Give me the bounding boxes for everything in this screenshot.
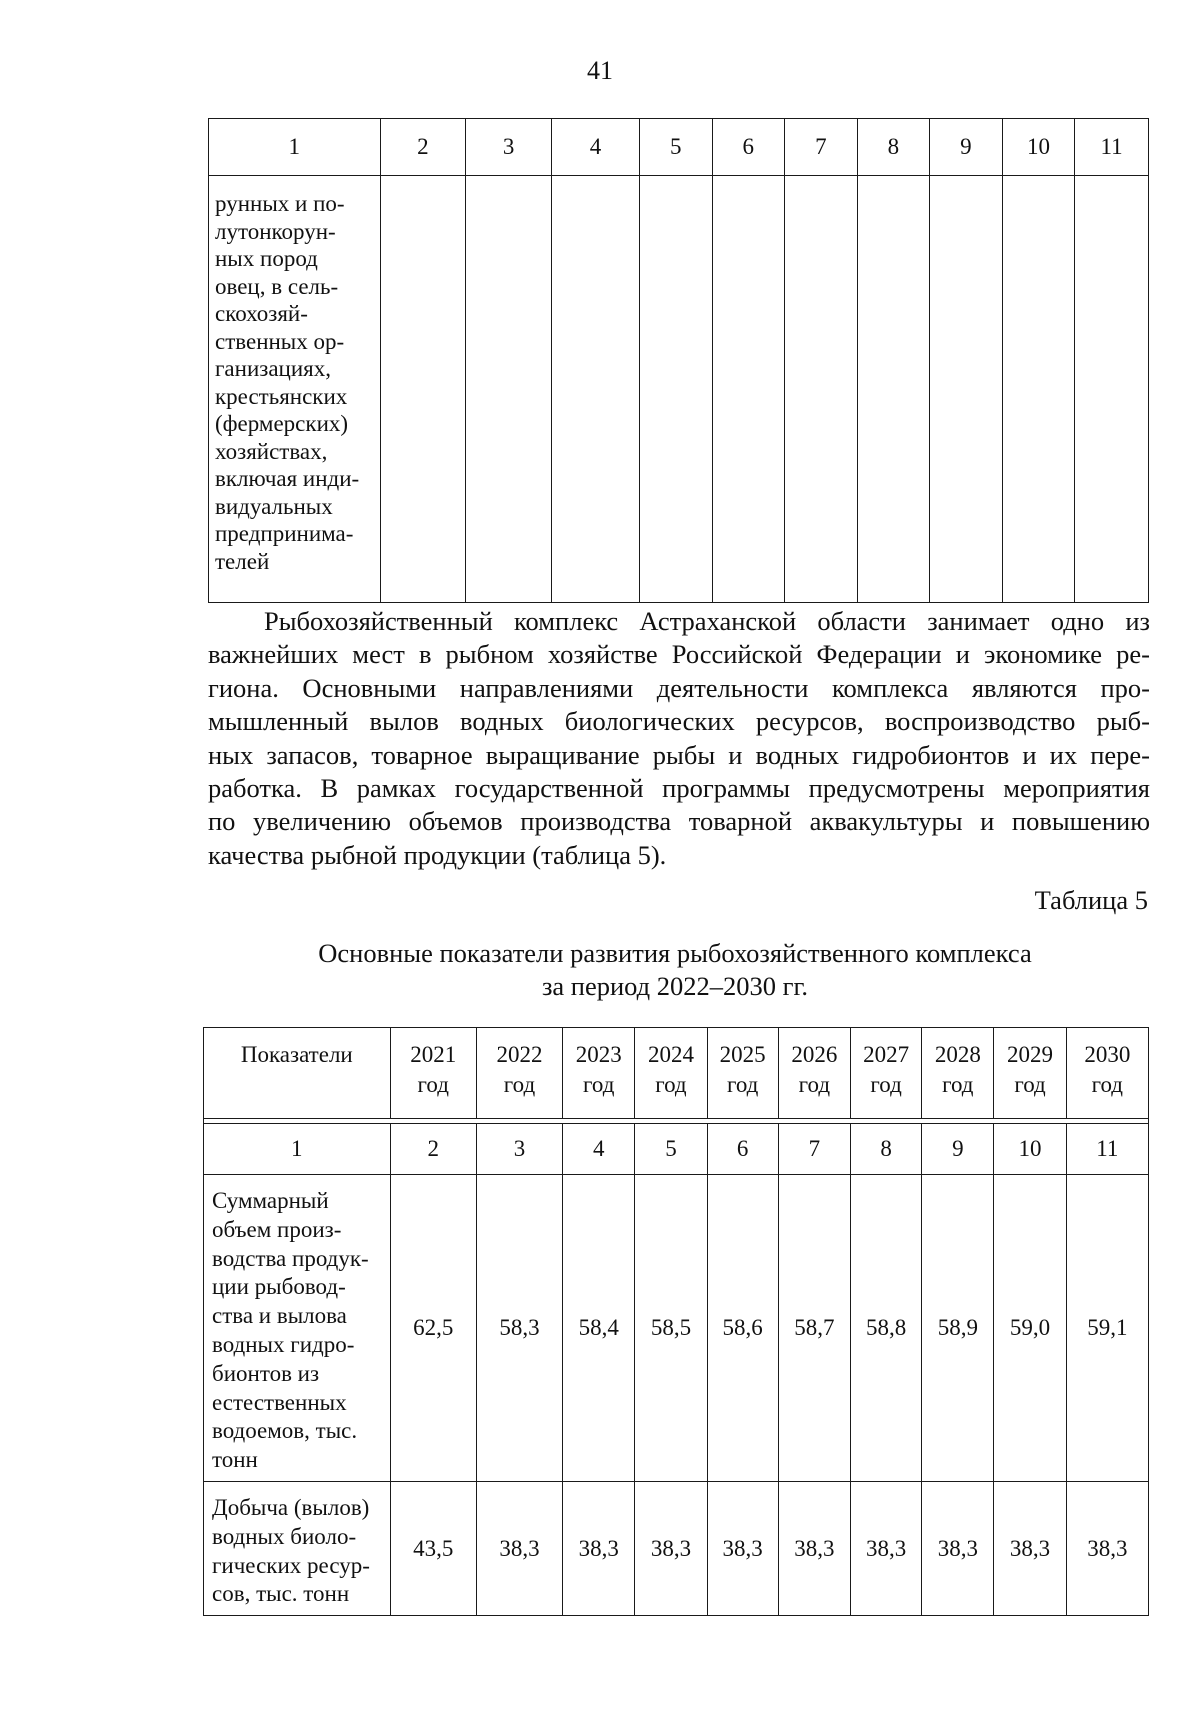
column-number: 8 (850, 1124, 921, 1175)
description-line: включая инди- (215, 466, 360, 491)
column-number: 3 (476, 1124, 562, 1175)
indicator-line: ства и вылова (212, 1303, 347, 1329)
description-line: видуальных (215, 493, 333, 519)
indicator-line: гических ресур- (212, 1552, 370, 1578)
value-cell: 43,5 (390, 1481, 476, 1615)
year-unit: год (655, 1072, 687, 1097)
page-number: 41 (587, 56, 613, 85)
paragraph-line: мышленный вылов водных биологических ресурсов, воспроизводство рыб- (208, 706, 1150, 737)
table-title-line: Основные показатели развития рыбохозяйственного комплекса (318, 938, 1032, 968)
column-number: 8 (857, 119, 930, 176)
column-number: 11 (1066, 1124, 1148, 1175)
value-cell: 59,0 (994, 1175, 1066, 1482)
header-year (707, 1028, 778, 1119)
year: 2026 (791, 1042, 838, 1067)
value-cell: 38,3 (563, 1481, 635, 1615)
row-description (209, 176, 381, 603)
year: 2025 (719, 1042, 766, 1067)
body-paragraph (208, 605, 1150, 872)
empty-cell (785, 176, 858, 603)
paragraph-line: работка. В рамках государственной программы предусмотрены мероприятия (208, 773, 1150, 804)
header-indicators: Показатели (204, 1028, 391, 1119)
table-row (204, 1481, 1149, 1615)
value-cell: 38,3 (707, 1481, 778, 1615)
description-line: хозяйствах, (215, 438, 328, 464)
empty-cell (930, 176, 1003, 603)
indicator-line: тонн (212, 1447, 258, 1473)
year: 2029 (1007, 1042, 1054, 1067)
year-unit: год (1014, 1072, 1046, 1097)
description-line: рунных и по- (215, 191, 345, 216)
continuation-table (208, 118, 1149, 603)
column-number: 3 (466, 119, 552, 176)
table-label: Таблица 5 (1034, 885, 1148, 915)
value-cell: 58,3 (476, 1175, 562, 1482)
indicator-line: водоемов, тыс. (212, 1418, 358, 1444)
paragraph-line: гиона. Основными направлениями деятельности комплекса являются про- (208, 672, 1150, 703)
value-cell: 38,3 (778, 1481, 850, 1615)
value-cell: 58,7 (778, 1175, 850, 1482)
value-cell: 58,8 (850, 1175, 921, 1482)
column-number: 6 (712, 119, 785, 176)
table-row (209, 176, 1149, 603)
indicator-line: Суммарный (212, 1188, 329, 1213)
value-cell: 58,4 (563, 1175, 635, 1482)
year-unit: год (798, 1072, 831, 1097)
empty-cell (639, 176, 712, 603)
column-number: 10 (1002, 119, 1075, 176)
column-number: 10 (994, 1124, 1066, 1175)
description-line: лутонкорун- (215, 218, 336, 244)
column-number: 9 (930, 119, 1003, 176)
description-line: ственных ор- (215, 328, 345, 354)
year: 2030 (1084, 1042, 1131, 1067)
header-row (204, 1028, 1149, 1119)
empty-cell (712, 176, 785, 603)
header-year (563, 1028, 635, 1119)
empty-cell (380, 176, 466, 603)
value-cell: 38,3 (850, 1481, 921, 1615)
paragraph-line: Рыбохозяйственный комплекс Астраханской области занимает одно из (264, 606, 1150, 636)
year: 2023 (575, 1042, 622, 1067)
value-cell: 58,5 (635, 1175, 707, 1482)
column-number: 7 (778, 1124, 850, 1175)
value-cell: 58,9 (922, 1175, 994, 1482)
year-unit: год (1091, 1072, 1124, 1097)
description-line: (фермерских) (215, 411, 349, 436)
indicator-cell (204, 1175, 391, 1482)
column-number: 9 (922, 1124, 994, 1175)
year-unit: год (870, 1072, 902, 1097)
column-number-row (204, 1124, 1149, 1175)
empty-cell (552, 176, 640, 603)
description-line: скохозяй- (215, 301, 308, 326)
empty-cell (1075, 176, 1149, 603)
indicator-line: сов, тыс. тонн (212, 1581, 350, 1607)
indicator-line: водства продук- (212, 1245, 369, 1271)
column-number: 4 (563, 1124, 635, 1175)
value-cell: 38,3 (1066, 1481, 1148, 1615)
header-year (994, 1028, 1066, 1119)
value-cell: 59,1 (1066, 1175, 1148, 1482)
column-number: 2 (380, 119, 466, 176)
value-cell: 38,3 (635, 1481, 707, 1615)
indicator-cell (204, 1481, 391, 1615)
description-line: предпринима- (215, 521, 354, 546)
paragraph-line: по увеличению объемов производства товарной аквакультуры и повышению (208, 806, 1150, 837)
column-number: 1 (209, 119, 381, 176)
column-number: 4 (552, 119, 640, 176)
column-number: 6 (707, 1124, 778, 1175)
empty-cell (1002, 176, 1075, 603)
column-number: 5 (639, 119, 712, 176)
paragraph-line: качества рыбной продукции (таблица 5). (208, 839, 667, 870)
paragraph-line: важнейших мест в рыбном хозяйстве Российской Федерации и экономике ре- (208, 639, 1150, 670)
description-line: телей (215, 548, 270, 574)
header-year (850, 1028, 921, 1119)
year: 2028 (934, 1042, 981, 1067)
table-title-line: за период 2022–2030 гг. (541, 971, 809, 1001)
empty-cell (857, 176, 930, 603)
description-line: крестьянских (215, 383, 348, 409)
indicator-line: Добыча (вылов) (212, 1494, 370, 1520)
column-number: 2 (390, 1124, 476, 1175)
header-year (635, 1028, 707, 1119)
year-unit: год (942, 1072, 974, 1097)
year: 2022 (496, 1042, 543, 1067)
header-year (778, 1028, 850, 1119)
description-line: ганизациях, (215, 356, 331, 381)
year-unit: год (726, 1072, 759, 1097)
indicator-line: бионтов из (212, 1360, 320, 1386)
header-year (1066, 1028, 1148, 1119)
indicator-line: ции рыбовод- (212, 1274, 346, 1300)
value-cell: 38,3 (476, 1481, 562, 1615)
indicator-line: водных гидро- (212, 1331, 355, 1357)
description-line: ных пород (215, 246, 318, 271)
year-unit: год (503, 1072, 536, 1097)
value-cell: 38,3 (922, 1481, 994, 1615)
header-year (476, 1028, 562, 1119)
value-cell: 62,5 (390, 1175, 476, 1482)
year-unit: год (417, 1072, 449, 1097)
description-line: овец, в сель- (215, 273, 339, 299)
table-row (204, 1175, 1149, 1482)
year: 2027 (863, 1042, 910, 1067)
column-number: 5 (635, 1124, 707, 1175)
column-number-row (209, 119, 1149, 176)
indicators-table (203, 1027, 1149, 1616)
header-year (390, 1028, 476, 1119)
column-number: 1 (204, 1124, 391, 1175)
value-cell: 58,6 (707, 1175, 778, 1482)
header-year (922, 1028, 994, 1119)
table-title (0, 937, 1200, 1003)
value-cell: 38,3 (994, 1481, 1066, 1615)
paragraph-line: ных запасов, товарное выращивание рыбы и водных гидробионтов и их пере- (208, 739, 1150, 770)
indicator-line: водных биоло- (212, 1523, 357, 1549)
column-number: 11 (1075, 119, 1149, 176)
indicator-line: естественных (212, 1389, 347, 1415)
year-unit: год (583, 1072, 615, 1097)
year: 2024 (647, 1042, 694, 1067)
year: 2021 (410, 1042, 457, 1067)
empty-cell (466, 176, 552, 603)
indicator-line: объем произ- (212, 1216, 342, 1242)
column-number: 7 (785, 119, 858, 176)
